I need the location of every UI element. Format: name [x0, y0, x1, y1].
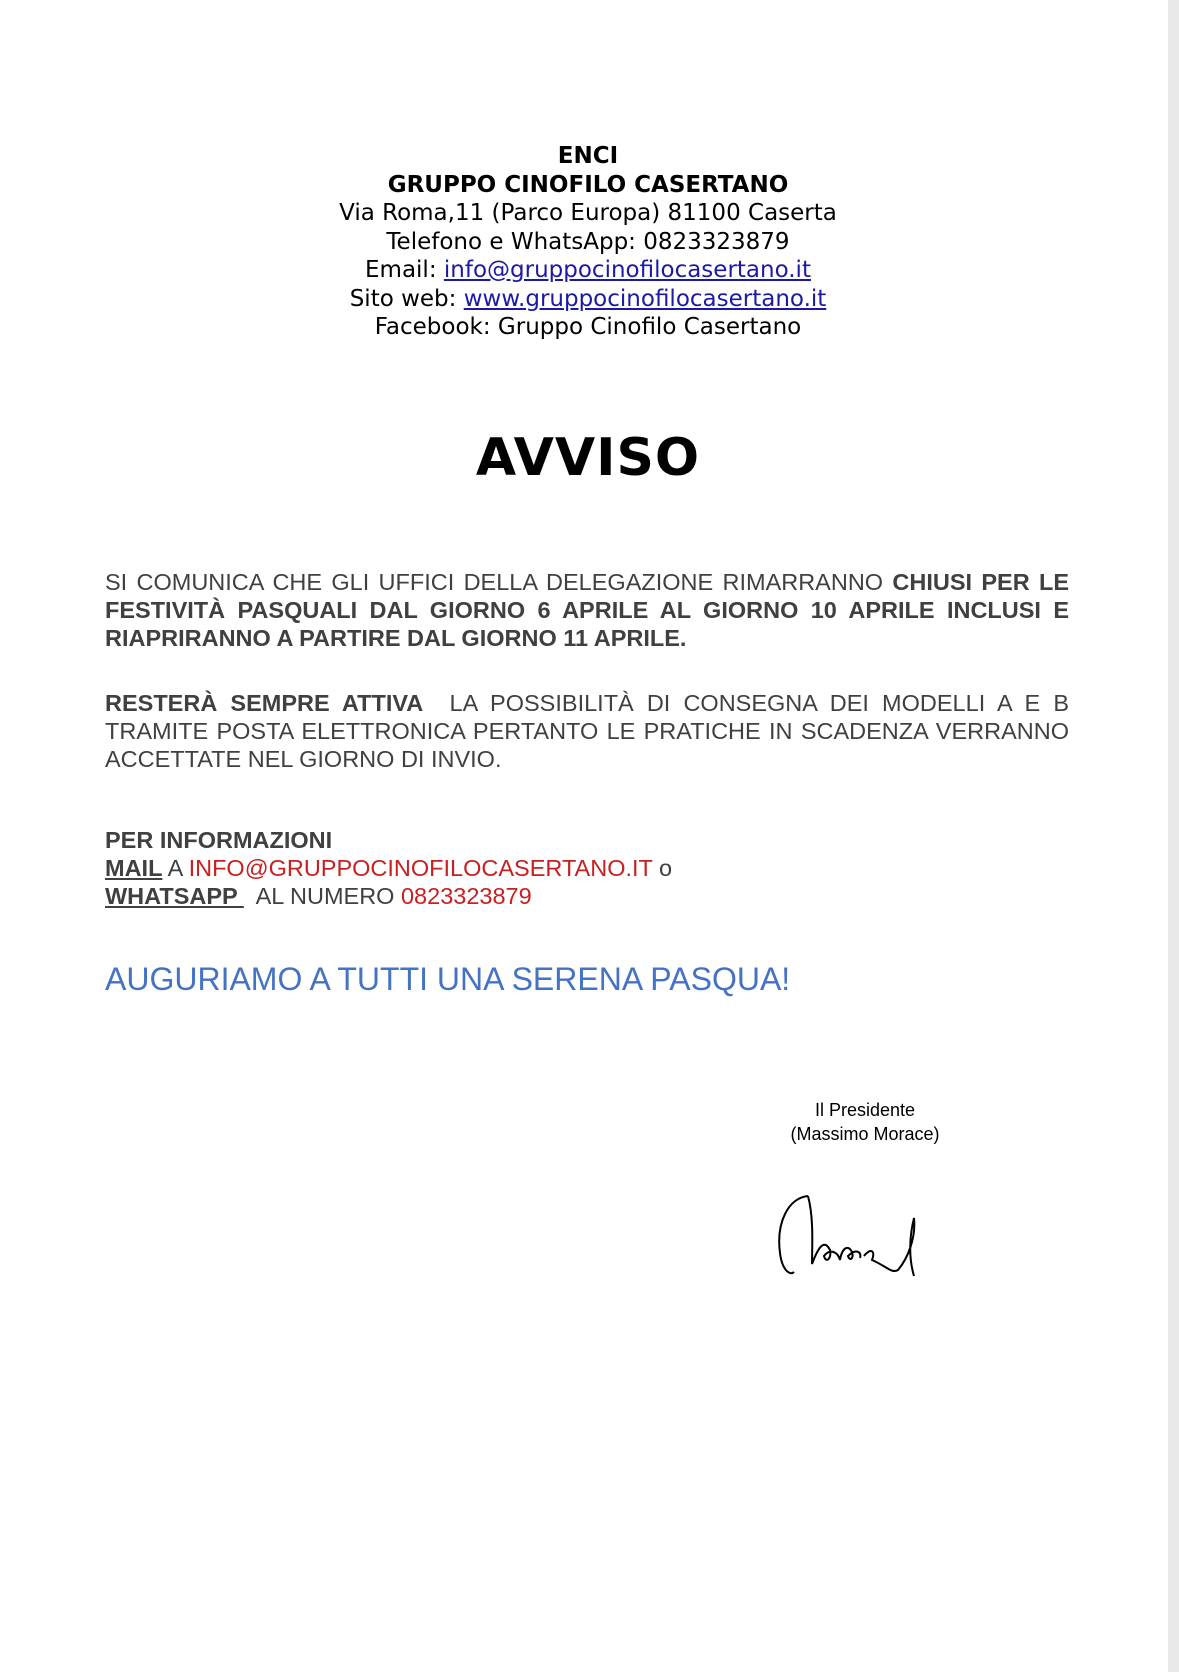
email-line: [0, 256, 1176, 285]
website-link[interactable]: www.gruppocinofilocasertano.it: [463, 285, 827, 312]
easter-greeting: AUGURIAMO A TUTTI UNA SERENA PASQUA!: [105, 961, 791, 997]
signoff: [760, 1098, 970, 1146]
website-line: [0, 285, 1176, 314]
closure-paragraph: [105, 568, 1069, 652]
whatsapp-mid: AL NUMERO: [243, 883, 401, 909]
email-label: Email:: [365, 257, 444, 283]
address: Via Roma,11 (Parco Europa) 81100 Caserta: [339, 200, 837, 226]
contact-info: [105, 826, 1069, 910]
mail-label: MAIL: [105, 855, 163, 881]
signoff-name: (Massimo Morace): [790, 1124, 940, 1144]
phone-line: Telefono e WhatsApp: 0823323879: [386, 228, 790, 255]
email-submission-paragraph: [105, 689, 1083, 773]
handwritten-signature: [768, 1178, 938, 1278]
notice-title: AVVISO: [475, 428, 701, 488]
submission-text: LA POSSIBILITÀ DI CONSEGNA DEI MODELLI A E B TRAMITE POSTA ELETTRONICA PERTANTO LE PRATICHE IN SCADENZA VERRANNO ACCETTATE NEL GIORNO DI INVIO.: [105, 690, 1083, 772]
mail-or: o: [652, 855, 673, 881]
whatsapp-number[interactable]: 0823323879: [400, 883, 532, 909]
org-name: ENCI: [557, 143, 619, 169]
closure-dates: CHIUSI PER LE FESTIVITÀ PASQUALI DAL GIORNO 6 APRILE AL GIORNO 10 APRILE INCLUSI E RIAPRIRANNO A PARTIRE DAL GIORNO 11 APRILE.: [105, 569, 1069, 651]
info-heading: PER INFORMAZIONI: [105, 827, 333, 853]
mail-a: A: [162, 855, 189, 881]
closure-text: SI COMUNICA CHE GLI UFFICI DELLA DELEGAZIONE RIMARRANNO: [105, 569, 893, 595]
whatsapp-label: WHATSAPP: [105, 883, 244, 909]
letterhead: [0, 142, 1176, 342]
email-link[interactable]: info@gruppocinofilocasertano.it: [443, 257, 811, 283]
still-active-text: RESTERÀ SEMPRE ATTIVA: [105, 690, 424, 716]
page-edge: [1168, 0, 1179, 1672]
mail-address[interactable]: INFO@GRUPPOCINOFILOCASERTANO.IT: [188, 855, 653, 881]
group-name: GRUPPO CINOFILO CASERTANO: [387, 171, 789, 198]
signoff-role: Il Presidente: [814, 1100, 916, 1120]
facebook-line: Facebook: Gruppo Cinofilo Casertano: [374, 314, 802, 340]
website-label: Sito web:: [349, 285, 464, 312]
